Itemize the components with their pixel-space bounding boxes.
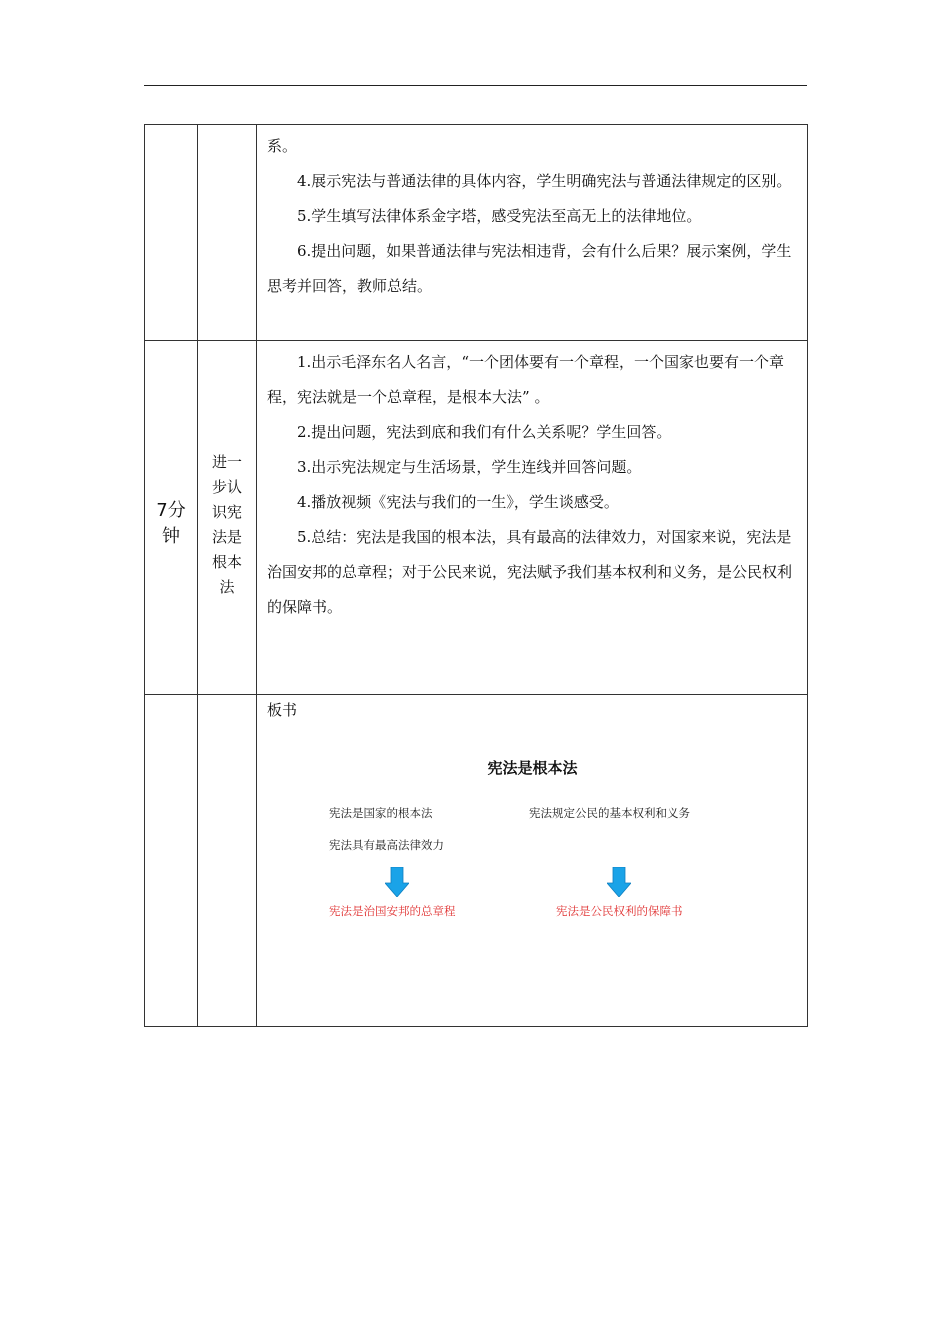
board-title: 宪法是根本法 [487, 759, 578, 777]
table-row [145, 695, 808, 1027]
paragraph: 2.提出问题，宪法到底和我们有什么关系呢？学生回答。 [297, 423, 672, 441]
table-row [145, 341, 808, 695]
board-left-line-2: 宪法具有最高法律效力 [329, 838, 444, 852]
lesson-plan-table [144, 124, 808, 1027]
topic-cell [198, 341, 257, 695]
paragraph: 5.学生填写法律体系金字塔，感受宪法至高无上的法律地位。 [297, 207, 702, 225]
blackboard-design [257, 695, 807, 1025]
topic-label: 进一步认识宪法是根本法 [211, 452, 242, 596]
content-cell [257, 341, 808, 695]
board-right-result: 宪法是公民权利的保障书 [556, 904, 683, 918]
paragraph: 5.总结：宪法是我国的根本法，具有最高的法律效力，对国家来说，宪法是治国安邦的总章程；对于公民来说，宪法赋予我们基本权利和义务，是公民权利的保障书。 [267, 528, 793, 616]
header-rule [144, 85, 807, 86]
time-cell-empty [145, 695, 198, 1027]
topic-cell-empty [198, 125, 257, 341]
paragraph: 系。 [267, 137, 298, 155]
paragraph: 4.播放视频《宪法与我们的一生》，学生谈感受。 [297, 493, 619, 511]
board-right-line-1: 宪法规定公民的基本权利和义务 [529, 806, 690, 820]
paragraph: 6.提出问题，如果普通法律与宪法相违背，会有什么后果？展示案例，学生思考并回答，教师总结。 [267, 242, 792, 295]
arrow-down-icon [385, 867, 409, 897]
table-row [145, 125, 808, 341]
time-label: 7分钟 [156, 499, 186, 547]
time-cell [145, 341, 198, 695]
blackboard-label: 板书 [267, 701, 298, 719]
paragraph: 3.出示宪法规定与生活场景，学生连线并回答问题。 [297, 458, 642, 476]
arrow-down-icon-shape [607, 867, 631, 897]
board-left-line-1: 宪法是国家的根本法 [329, 806, 433, 820]
arrow-down-icon [607, 867, 631, 897]
board-left-result: 宪法是治国安邦的总章程 [329, 904, 456, 918]
content-cell [257, 125, 808, 341]
paragraph: 1.出示毛泽东名人名言，“一个团体要有一个章程，一个国家也要有一个章程，宪法就是一个总章程，是根本大法” 。 [267, 353, 784, 406]
topic-cell-empty [198, 695, 257, 1027]
time-cell-empty [145, 125, 198, 341]
paragraph: 4.展示宪法与普通法律的具体内容，学生明确宪法与普通法律规定的区别。 [297, 172, 792, 190]
arrow-down-icon-shape [385, 867, 409, 897]
blackboard-cell [257, 695, 808, 1027]
